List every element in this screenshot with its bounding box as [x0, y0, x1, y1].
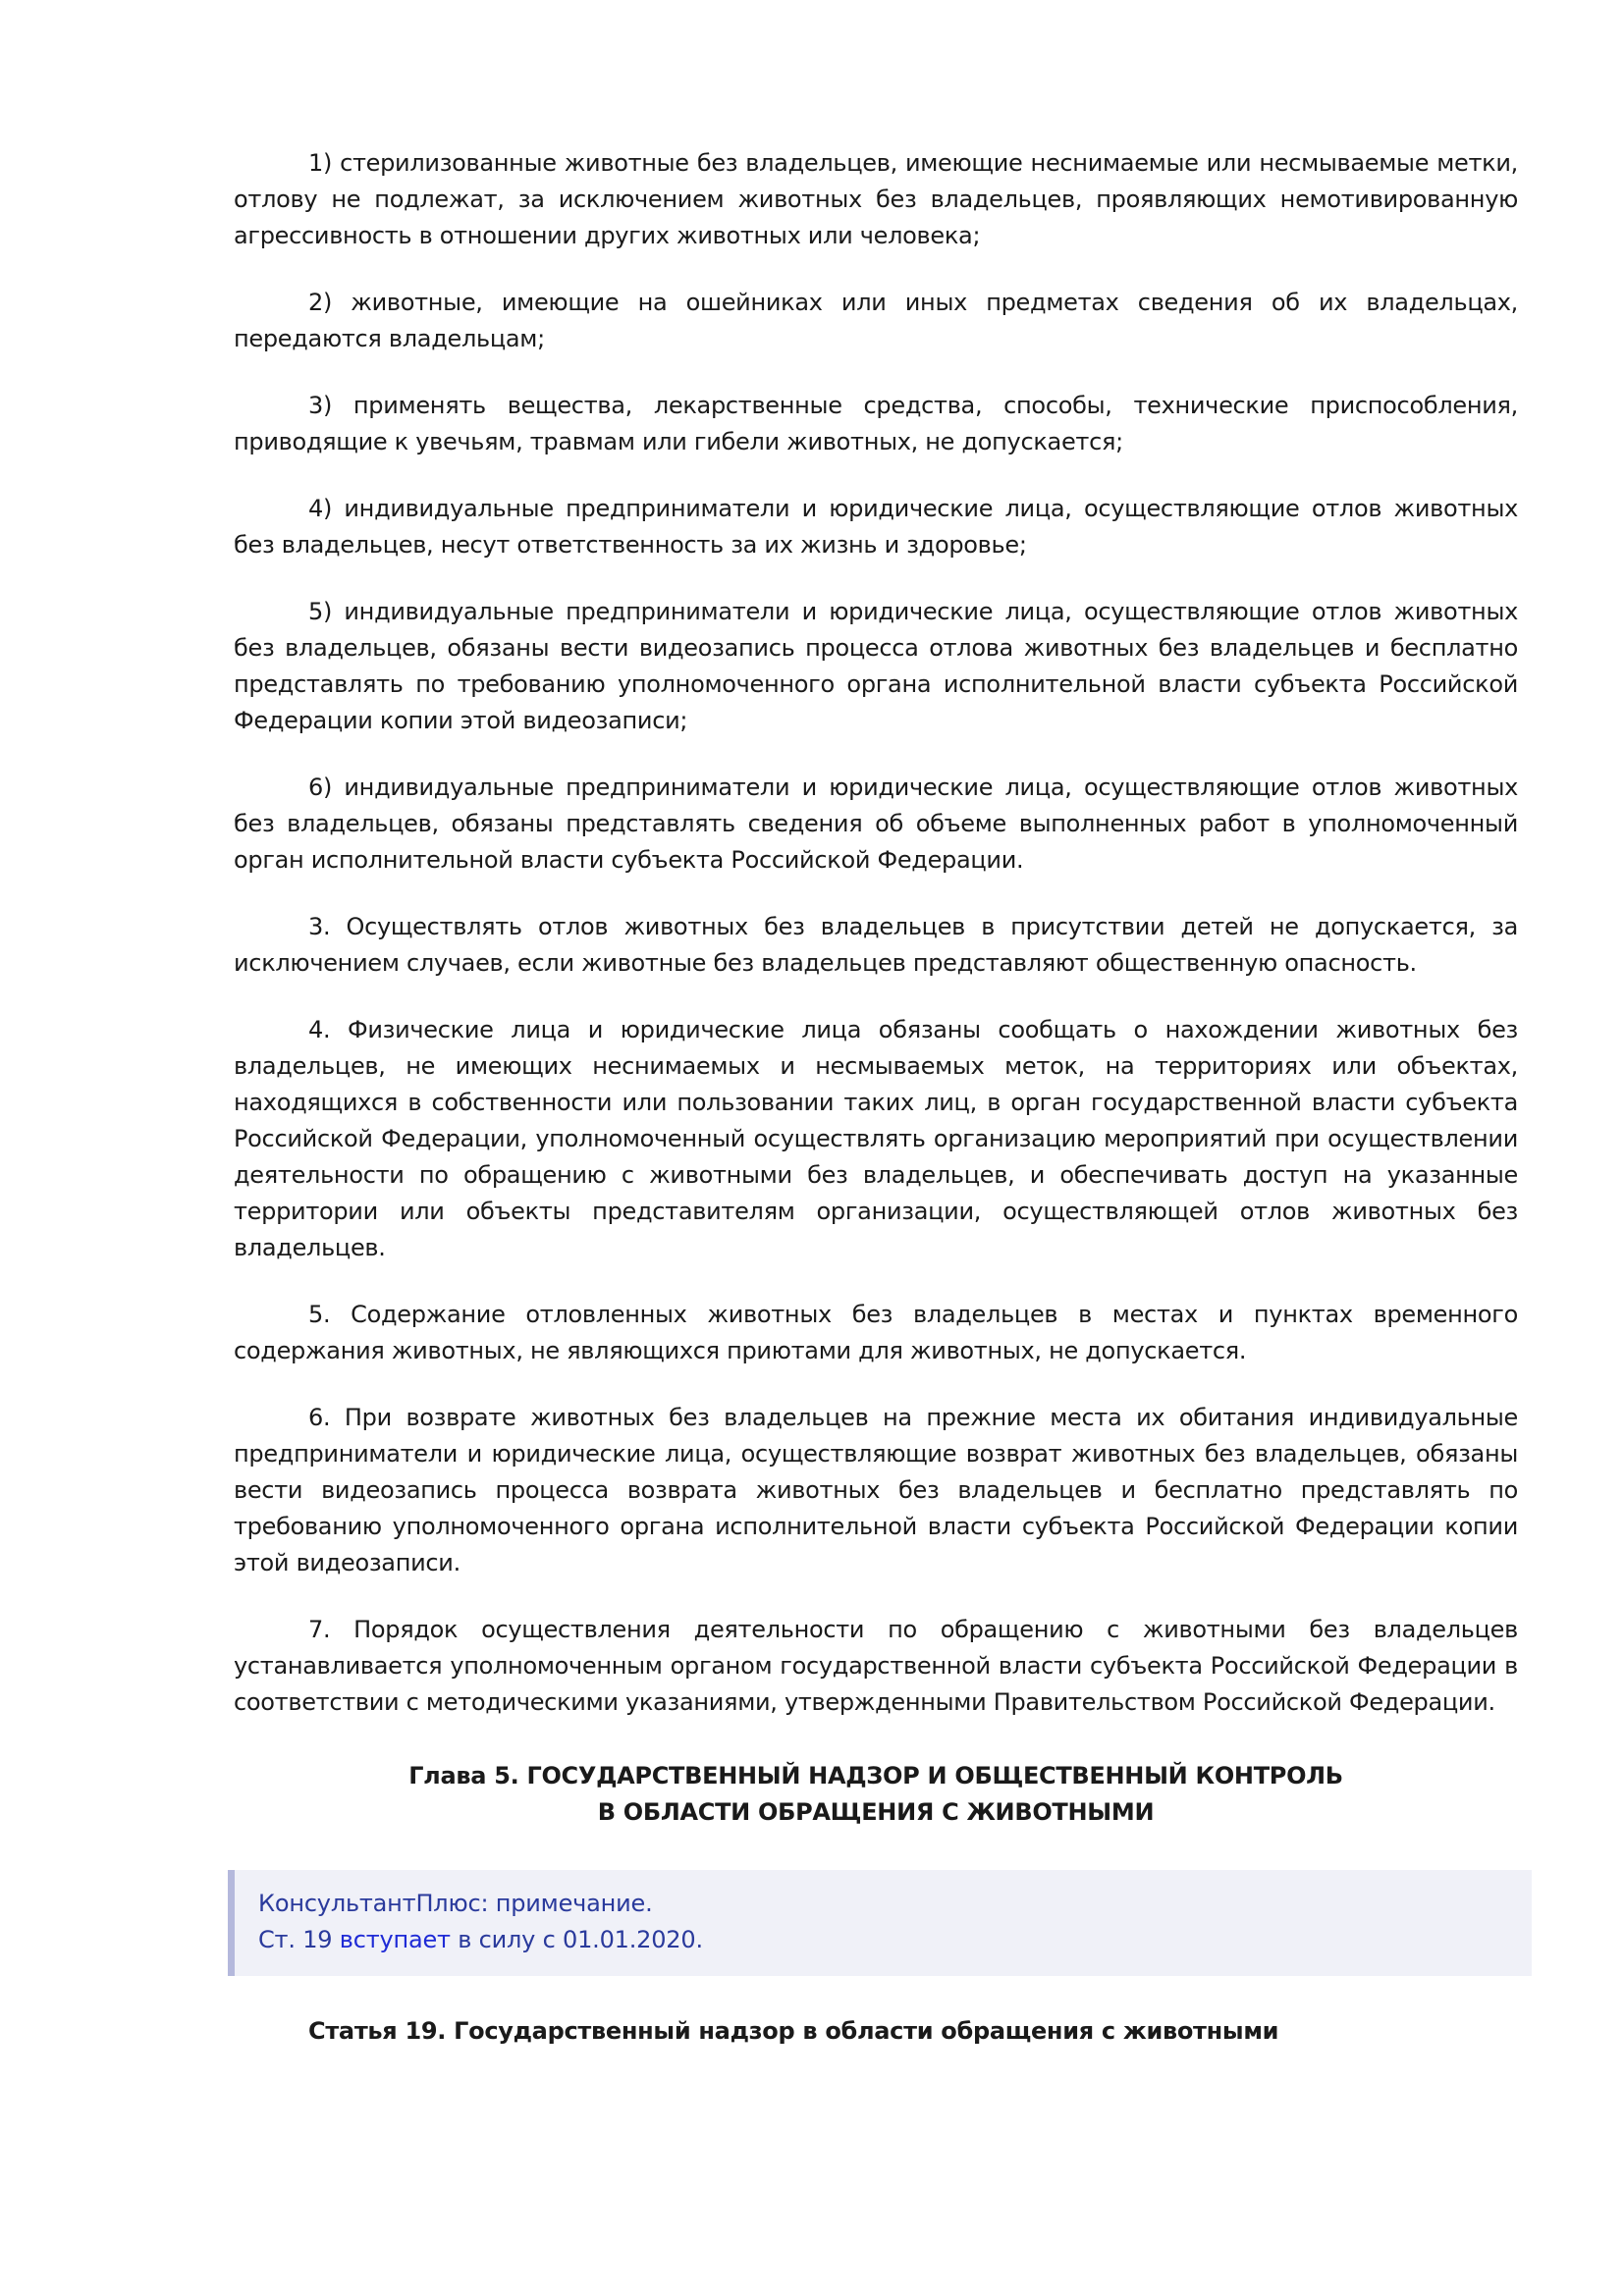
paragraph-part-4: 4. Физические лица и юридические лица обязаны сообщать о нахождении животных без владельцев, не имеющих неснимаемых и несмываемых меток, на территориях или объектах, находящихся в собственности или пользовании таких лиц, в орган государственной власти субъекта Российской Федерации, уполномоченный осуществлять организацию мероприятий при осуществлении деятельности по обращению с животными без владельцев, и обеспечивать доступ на указанные территории или объекты представителям организации, осуществляющей отлов животных без владельцев. [234, 1016, 1518, 1261]
note-prefix: Ст. 19 [258, 1926, 340, 1953]
paragraph-item-5: 5) индивидуальные предприниматели и юридические лица, осуществляющие отлов животных без владельцев, обязаны вести видеозапись процесса отлова животных без владельцев и бесплатно представлять по требованию уполномоченного органа исполнительной власти субъекта Российской Федерации копии этой видеозаписи; [234, 598, 1518, 734]
consultant-note-box [228, 1870, 1532, 1976]
note-link-enters-force[interactable]: вступает [339, 1926, 451, 1953]
note-title: КонсультантПлюс: примечание. [258, 1890, 653, 1917]
document-page [234, 145, 1518, 2050]
paragraph-item-2: 2) животные, имеющие на ошейниках или иных предметах сведения об их владельцах, передаются владельцам; [234, 289, 1518, 352]
paragraph-item-6: 6) индивидуальные предприниматели и юридические лица, осуществляющие отлов животных без владельцев, обязаны представлять сведения об объеме выполненных работ в уполномоченный орган исполнительной власти субъекта Российской Федерации. [234, 774, 1518, 874]
article-heading: Статья 19. Государственный надзор в области обращения с животными [308, 2017, 1279, 2045]
paragraph-part-6: 6. При возврате животных без владельцев на прежние места их обитания индивидуальные предприниматели и юридические лица, осуществляющие возврат животных без владельцев, обязаны вести видеозапись процесса возврата животных без владельцев и бесплатно представлять по требованию уполномоченного органа исполнительной власти субъекта Российской Федерации копии этой видеозаписи. [234, 1404, 1518, 1576]
chapter-heading [234, 1758, 1518, 1831]
paragraph-part-7: 7. Порядок осуществления деятельности по обращению с животными без владельцев устанавливается уполномоченным органом государственной власти субъекта Российской Федерации в соответствии с методическими указаниями, утвержденными Правительством Российской Федерации. [234, 1616, 1518, 1716]
paragraph-item-3: 3) применять вещества, лекарственные средства, способы, технические приспособления, приводящие к увечьям, травмам или гибели животных, не допускается; [234, 392, 1518, 455]
paragraph-item-1: 1) стерилизованные животные без владельцев, имеющие неснимаемые или несмываемые метки, отлову не подлежат, за исключением животных без владельцев, проявляющих немотивированную агрессивность в отношении других животных или человека; [234, 149, 1518, 249]
paragraph-part-3: 3. Осуществлять отлов животных без владельцев в присутствии детей не допускается, за исключением случаев, если животные без владельцев представляют общественную опасность. [234, 913, 1518, 977]
chapter-heading-line-1: Глава 5. ГОСУДАРСТВЕННЫЙ НАДЗОР И ОБЩЕСТВЕННЫЙ КОНТРОЛЬ [408, 1762, 1343, 1789]
chapter-heading-line-2: В ОБЛАСТИ ОБРАЩЕНИЯ С ЖИВОТНЫМИ [597, 1798, 1155, 1826]
paragraph-part-5: 5. Содержание отловленных животных без владельцев в местах и пунктах временного содержания животных, не являющихся приютами для животных, не допускается. [234, 1301, 1518, 1364]
note-text [258, 1922, 1512, 1958]
paragraph-item-4: 4) индивидуальные предприниматели и юридические лица, осуществляющие отлов животных без владельцев, несут ответственность за их жизнь и здоровье; [234, 495, 1518, 559]
note-suffix: в силу с 01.01.2020. [450, 1926, 703, 1953]
